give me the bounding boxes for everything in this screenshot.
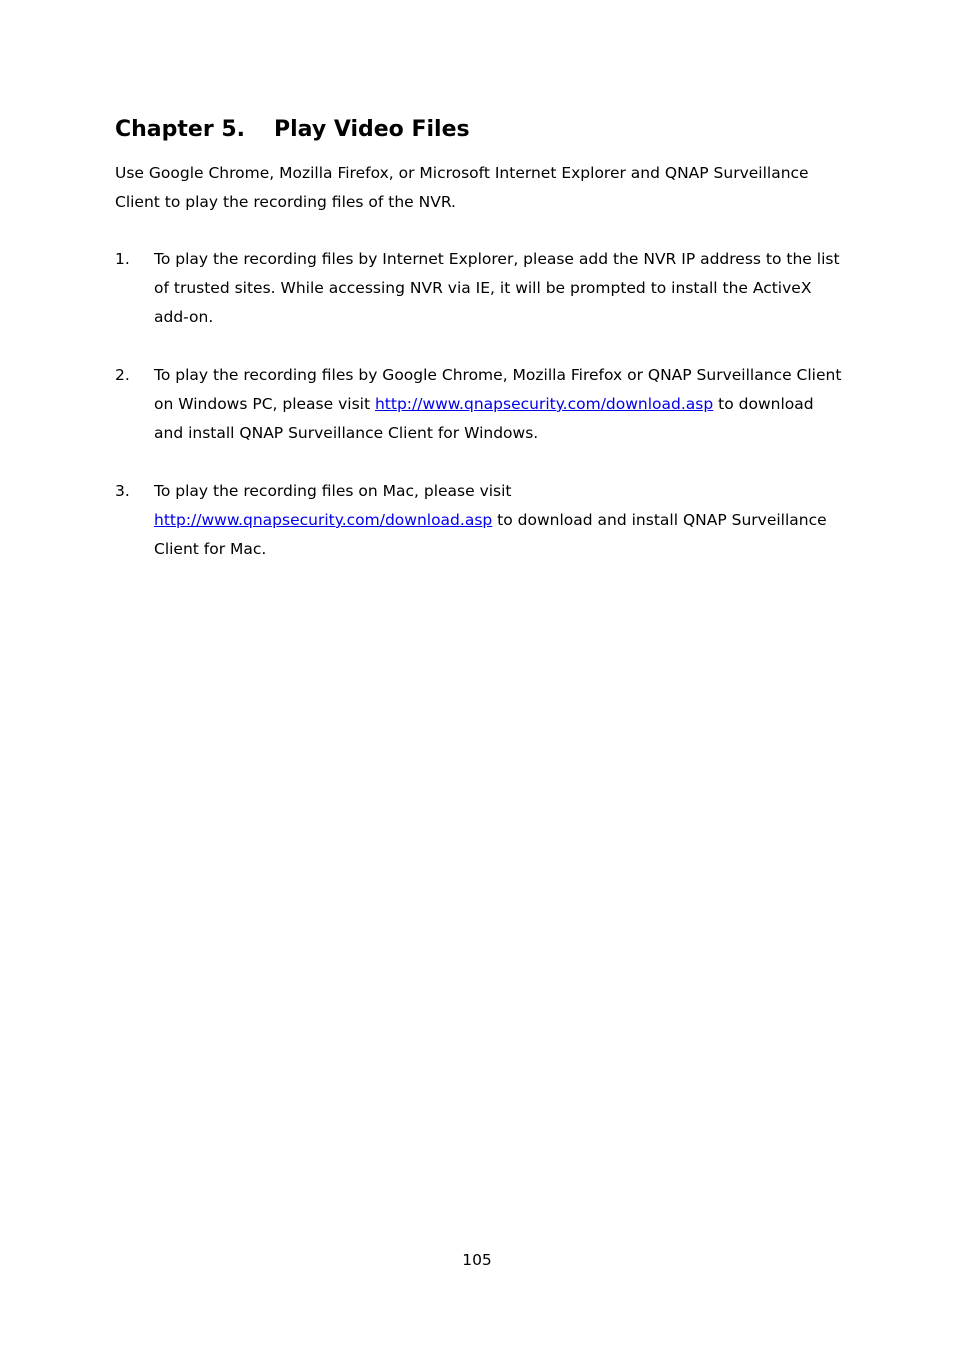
list-marker: 1. xyxy=(115,250,130,268)
download-link[interactable]: http://www.qnapsecurity.com/download.asp xyxy=(154,511,493,529)
step-text: To play the recording files by Internet Explorer, please add the NVR IP address to the list of trusted sites. While accessing NVR via IE, it will be prompted to install the ActiveX add-on. xyxy=(154,250,840,326)
intro-paragraph: Use Google Chrome, Mozilla Firefox, or Microsoft Internet Explorer and QNAP Surveillance Client to play the recording files of the NVR. xyxy=(115,164,809,211)
step-text-before-link: To play the recording files by Google Chrome, Mozilla Firefox or QNAP Surveillance Client on Windows PC, please visit xyxy=(154,366,842,413)
steps-list xyxy=(115,245,845,593)
step-text-after-link: to download and install QNAP Surveillance Client for Windows. xyxy=(154,395,814,442)
page-number: 105 xyxy=(462,1251,492,1269)
chapter-number: Chapter 5. xyxy=(115,117,246,142)
list-item xyxy=(115,477,845,564)
list-marker: 3. xyxy=(115,482,130,500)
step-text xyxy=(154,477,844,564)
step-text-after-link: to download and install QNAP Surveillance Client for Mac. xyxy=(154,511,827,558)
list-marker: 2. xyxy=(115,366,130,384)
chapter-title: Play Video Files xyxy=(274,117,470,142)
list-item xyxy=(115,245,845,332)
step-text-before-link: To play the recording files on Mac, please visit xyxy=(154,482,512,500)
download-link[interactable]: http://www.qnapsecurity.com/download.asp xyxy=(374,395,714,413)
list-item xyxy=(115,361,845,448)
step-text xyxy=(154,361,844,448)
chapter-heading xyxy=(115,114,470,146)
